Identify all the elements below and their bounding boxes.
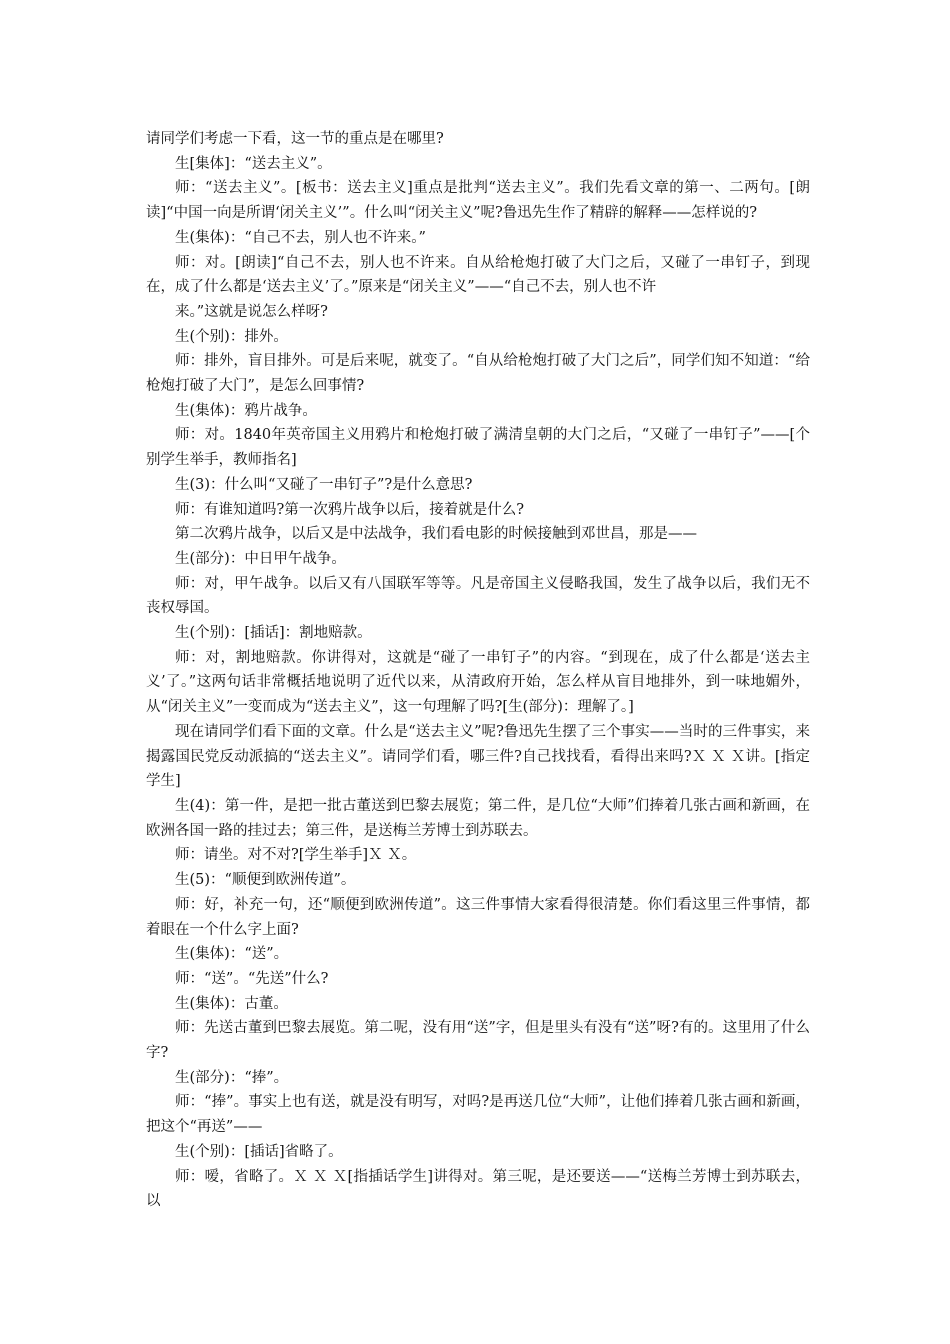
paragraph: 生(个别)：[插话]省略了。	[175, 1143, 343, 1160]
paragraph: 师：对，割地赔款。你讲得对，这就是“碰了一串钉子”的内容。“到现在，成了什么都是‘送去主义’了。”这两句话非常概括地说明了近代以来，从清政府开始，怎么样从盲目地排外，到一味地媚外，从“闭关主义”一变而成为“送去主义”，这一句理解了吗?[生(部分)：理解了。]	[146, 649, 810, 716]
paragraph: 生(4)：第一件，是把一批古董送到巴黎去展览；第二件，是几位“大师”们捧着几张古画和新画，在欧洲各国一路的挂过去；第三件，是送梅兰芳博士到苏联去。	[146, 797, 810, 839]
document-body	[146, 127, 810, 1214]
paragraph: 师：对。1840年英帝国主义用鸦片和枪炮打破了满清皇朝的大门之后，“又碰了一串钉子”——[个别学生举手，教师指名]	[146, 427, 810, 469]
paragraph: 第二次鸦片战争，以后又是中法战争，我们看电影的时候接触到邓世昌，那是——	[175, 526, 697, 543]
paragraph: 生(集体)：“送”。	[175, 946, 289, 963]
paragraph: 师：“捧”。事实上也有送，就是没有明写，对吗?是再送几位“大师”，让他们捧着几张古画和新画，把这个“再送”——	[146, 1094, 810, 1136]
paragraph: 师：“送去主义”。[板书：送去主义]重点是批判“送去主义”。我们先看文章的第一、二两句。[朗读]“中国一向是所谓‘闭关主义’”。什么叫“闭关主义”呢?鲁迅先生作了精辟的解释——怎样说的?	[146, 180, 810, 222]
paragraph: 生(集体)：“自己不去，别人也不许来。”	[175, 229, 426, 246]
paragraph: 师：先送古董到巴黎去展览。第二呢，没有用“送”字，但是里头有没有“送”呀?有的。这里用了什么字?	[146, 1020, 810, 1062]
paragraph: 生(部分)：“捧”。	[175, 1069, 289, 1086]
paragraph: 师：对，甲午战争。以后又有八国联军等等。凡是帝国主义侵略我国，发生了战争以后，我们无不丧权辱国。	[146, 575, 810, 617]
paragraph: 请同学们考虑一下看，这一节的重点是在哪里?	[146, 131, 444, 147]
paragraph: 师：请坐。对不对?[学生举手]Ｘ Ｘ。	[175, 847, 417, 864]
paragraph: 生(集体)：古董。	[175, 995, 288, 1012]
paragraph: 生(3)：什么叫“又碰了一串钉子”?是什么意思?	[175, 476, 473, 493]
paragraph: 现在请同学们看下面的文章。什么是“送去主义”呢?鲁迅先生摆了三个事实——当时的三件事实，来揭露国民党反动派搞的“送去主义”。请同学们看，哪三件?自己找找看，看得出来吗?Ｘ Ｘ Ｘ讲。[指定学生]	[146, 723, 810, 790]
paragraph: 师：有谁知道吗?第一次鸦片战争以后，接着就是什么?	[175, 501, 525, 518]
paragraph: 师：对。[朗读]“自己不去，别人也不许来。自从给枪炮打破了大门之后，又碰了一串钉子，到现在，成了什么都是‘送去主义’了。”原来是“闭关主义”——“自己不去，别人也不许	[146, 254, 810, 296]
paragraph: 生(5)：“顺便到欧洲传道”。	[175, 872, 356, 889]
paragraph: 生(个别)：[插话]：割地赔款。	[175, 625, 372, 642]
paragraph: 生[集体]：“送去主义”。	[175, 155, 332, 172]
paragraph: 生(个别)：排外。	[175, 328, 288, 345]
paragraph: 师：好，补充一句，还“顺便到欧洲传道”。这三件事情大家看得很清楚。你们看这里三件事情，都着眼在一个什么字上面?	[146, 896, 810, 938]
paragraph: 生(部分)：中日甲午战争。	[175, 550, 346, 567]
paragraph: 来。”这就是说怎么样呀?	[175, 303, 328, 320]
paragraph: 师：“送”。“先送”什么?	[175, 970, 329, 987]
paragraph: 师：排外，盲目排外。可是后来呢，就变了。“自从给枪炮打破了大门之后”，同学们知不知道：“给枪炮打破了大门”，是怎么回事情?	[146, 353, 810, 395]
paragraph: 师：嗳，省略了。Ｘ Ｘ Ｘ[指插话学生]讲得对。第三呢，是还要送——“送梅兰芳博士到苏联去，以	[146, 1168, 810, 1210]
paragraph: 生(集体)：鸦片战争。	[175, 402, 317, 419]
